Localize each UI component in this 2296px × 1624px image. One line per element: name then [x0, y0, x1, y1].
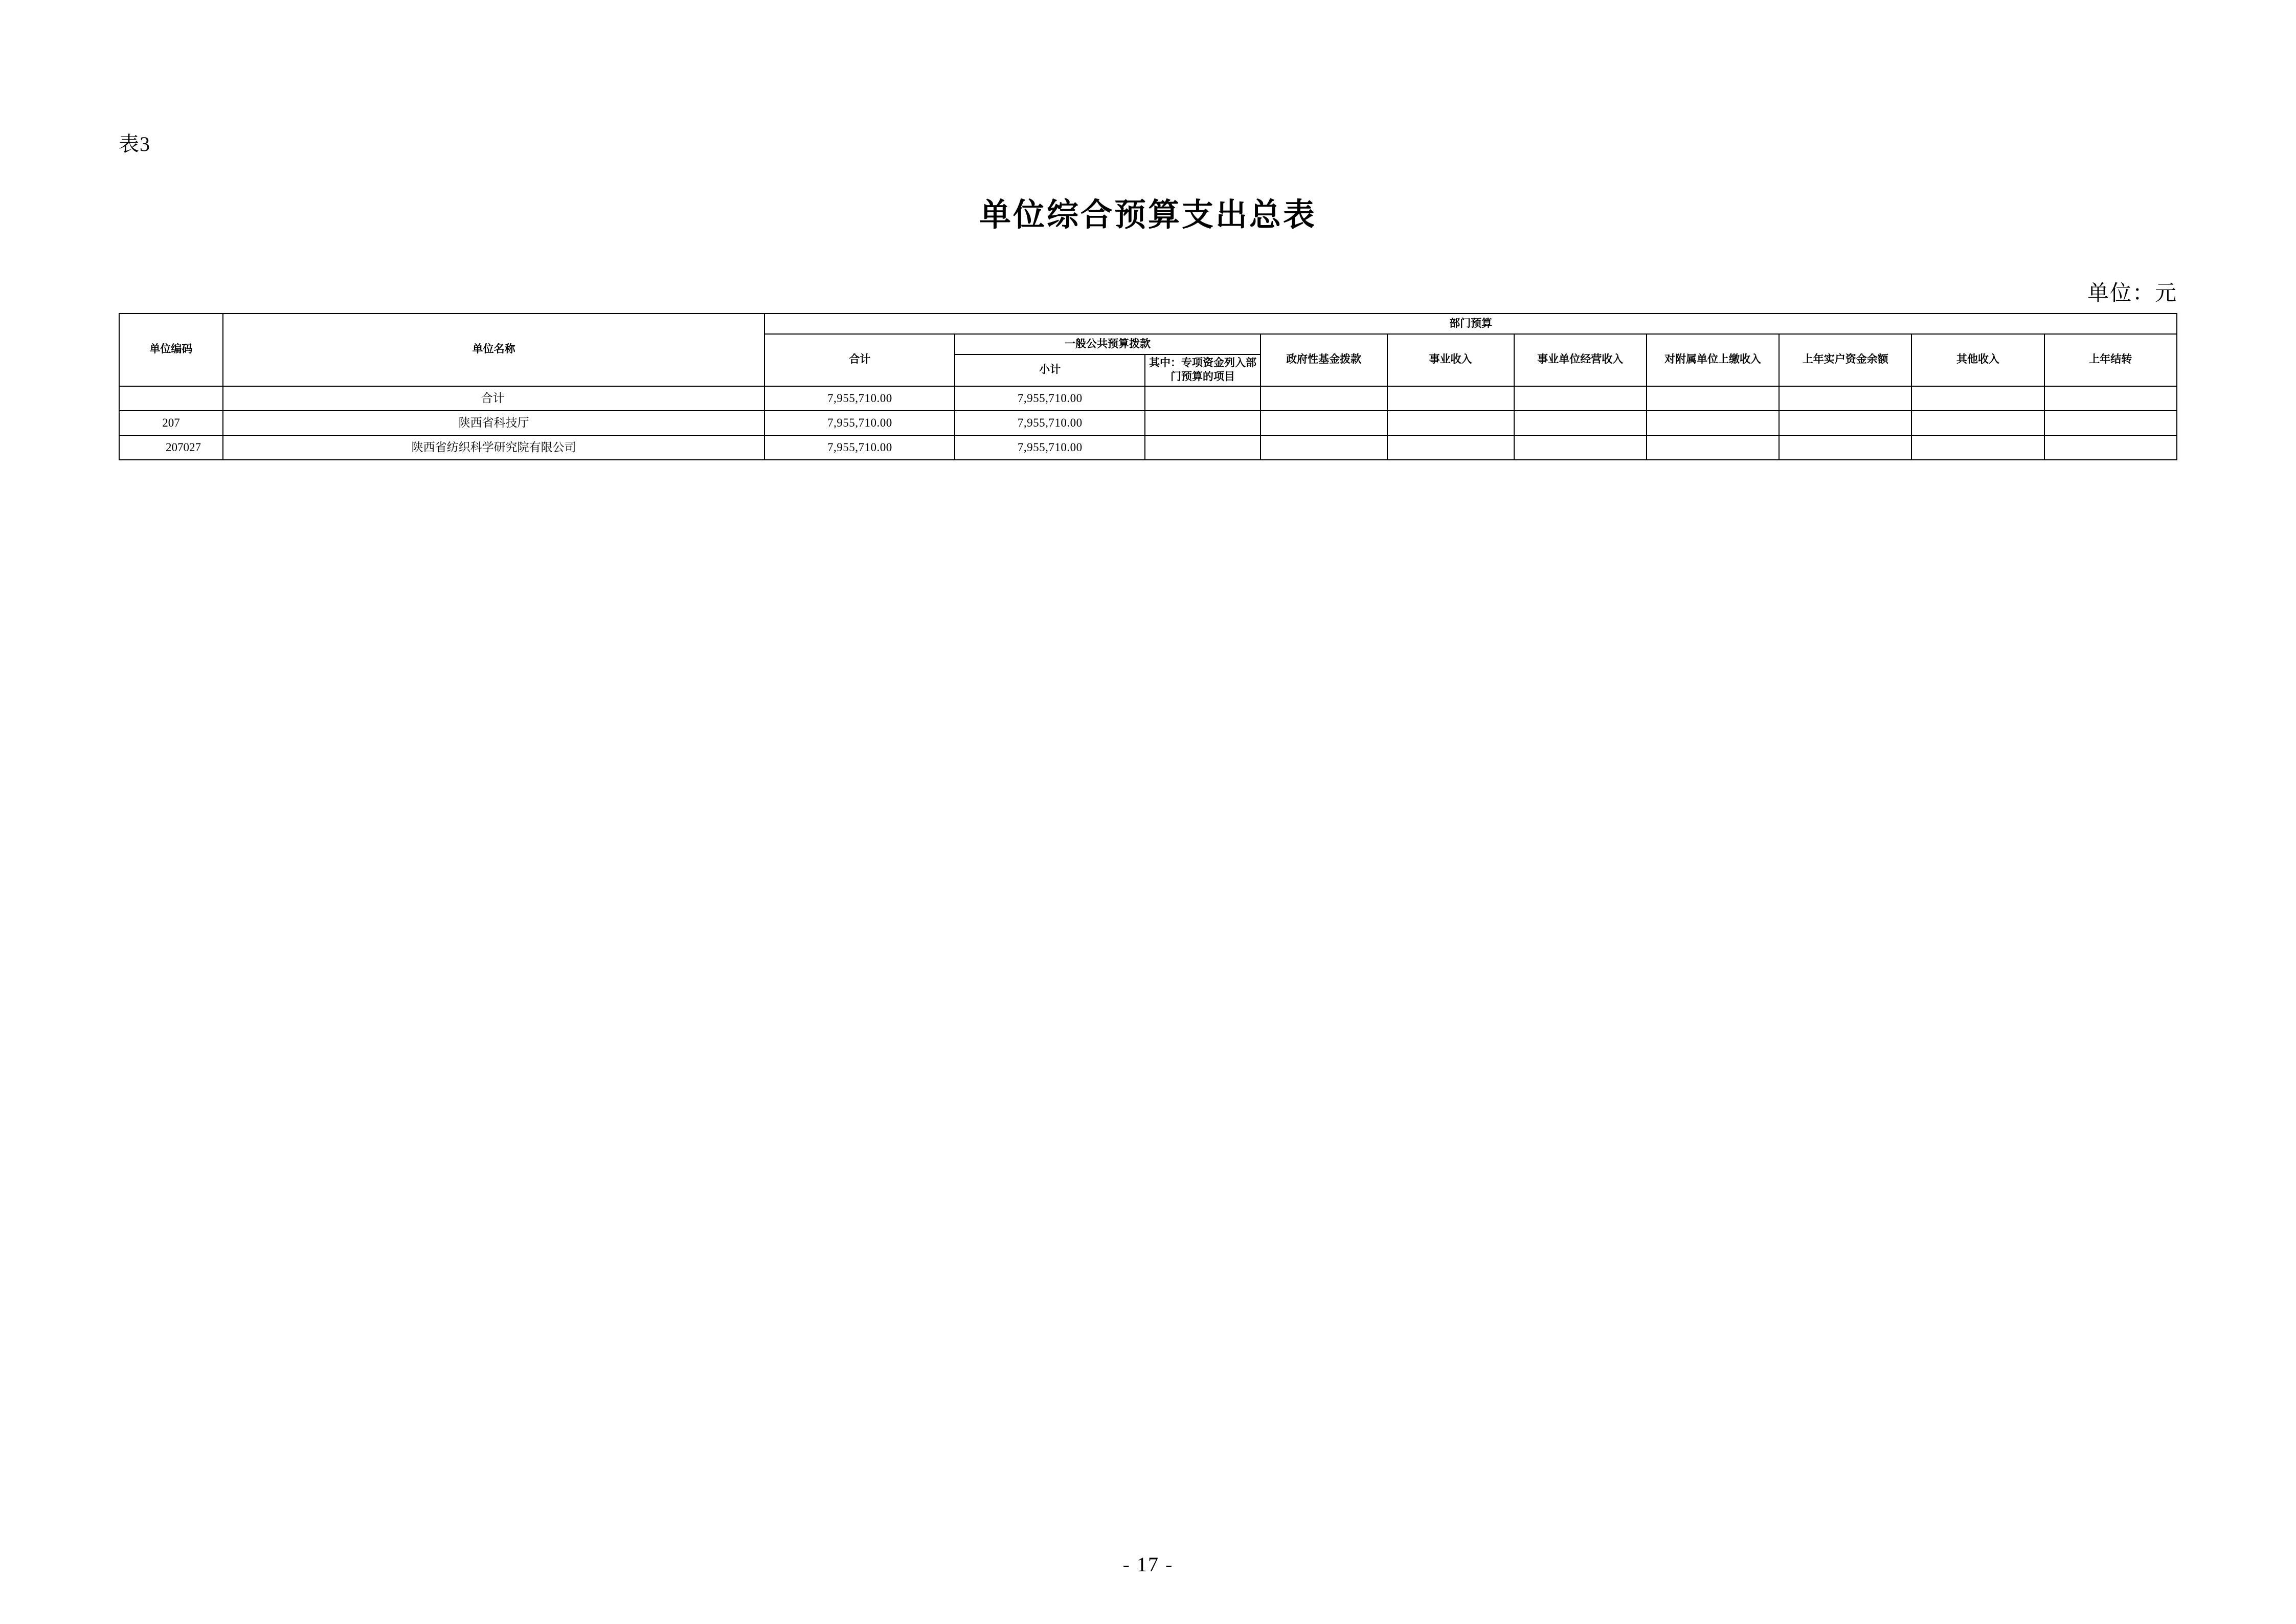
cell-business-income — [1387, 386, 1514, 411]
cell-gov-fund — [1260, 411, 1387, 435]
table-row — [119, 411, 2177, 435]
cell-total: 7,955,710.00 — [764, 411, 955, 435]
cell-business-income — [1387, 435, 1514, 460]
cell-gov-fund — [1260, 435, 1387, 460]
cell-unit-name: 陕西省科技厅 — [223, 411, 765, 435]
cell-prior-year-balance — [1779, 435, 1911, 460]
cell-total: 7,955,710.00 — [764, 435, 955, 460]
cell-subtotal: 7,955,710.00 — [955, 411, 1145, 435]
cell-subtotal: 7,955,710.00 — [955, 435, 1145, 460]
cell-unit-code: 207027 — [119, 435, 223, 460]
header-prior-year-carryover: 上年结转 — [2044, 334, 2177, 386]
cell-subordinate-income — [1647, 386, 1779, 411]
cell-prior-year-balance — [1779, 411, 1911, 435]
header-dept-budget: 部门预算 — [764, 314, 2177, 334]
cell-special-funds — [1145, 435, 1260, 460]
cell-other-income — [1911, 435, 2044, 460]
header-subtotal: 小计 — [955, 354, 1145, 386]
cell-subordinate-income — [1647, 411, 1779, 435]
header-business-income: 事业收入 — [1387, 334, 1514, 386]
unit-note: 单位：元 — [2087, 282, 2177, 305]
table-header-row-1 — [119, 314, 2177, 334]
cell-unit-code: 207 — [119, 411, 223, 435]
header-total: 合计 — [764, 334, 955, 386]
cell-prior-year-balance — [1779, 386, 1911, 411]
header-general-public-budget: 一般公共预算拨款 — [955, 334, 1260, 354]
header-other-income: 其他收入 — [1911, 334, 2044, 386]
header-gov-fund: 政府性基金拨款 — [1260, 334, 1387, 386]
cell-prior-year-carryover — [2044, 411, 2177, 435]
page-title: 单位综合预算支出总表 — [979, 197, 1317, 233]
header-special-funds: 其中：专项资金列入部门预算的项目 — [1145, 354, 1260, 386]
cell-unit-code — [119, 386, 223, 411]
page-number: - 17 - — [1122, 1553, 1174, 1576]
cell-total: 7,955,710.00 — [764, 386, 955, 411]
table-row — [119, 435, 2177, 460]
budget-table-container — [119, 313, 2177, 460]
cell-business-operating-income — [1514, 435, 1647, 460]
header-subordinate-income: 对附属单位上缴收入 — [1647, 334, 1779, 386]
cell-business-income — [1387, 411, 1514, 435]
cell-prior-year-carryover — [2044, 386, 2177, 411]
cell-business-operating-income — [1514, 411, 1647, 435]
budget-table-body — [119, 386, 2177, 460]
header-prior-year-balance: 上年实户资金余额 — [1779, 334, 1911, 386]
cell-prior-year-carryover — [2044, 435, 2177, 460]
budget-table — [119, 313, 2177, 460]
cell-special-funds — [1145, 386, 1260, 411]
cell-other-income — [1911, 386, 2044, 411]
cell-gov-fund — [1260, 386, 1387, 411]
cell-unit-name: 陕西省纺织科学研究院有限公司 — [223, 435, 765, 460]
header-unit-code: 单位编码 — [119, 314, 223, 386]
table-row — [119, 386, 2177, 411]
header-business-operating-income: 事业单位经营收入 — [1514, 334, 1647, 386]
cell-business-operating-income — [1514, 386, 1647, 411]
cell-subtotal: 7,955,710.00 — [955, 386, 1145, 411]
cell-unit-name: 合计 — [223, 386, 765, 411]
cell-special-funds — [1145, 411, 1260, 435]
cell-subordinate-income — [1647, 435, 1779, 460]
header-unit-name: 单位名称 — [223, 314, 765, 386]
table-label: 表3 — [119, 132, 150, 155]
cell-other-income — [1911, 411, 2044, 435]
